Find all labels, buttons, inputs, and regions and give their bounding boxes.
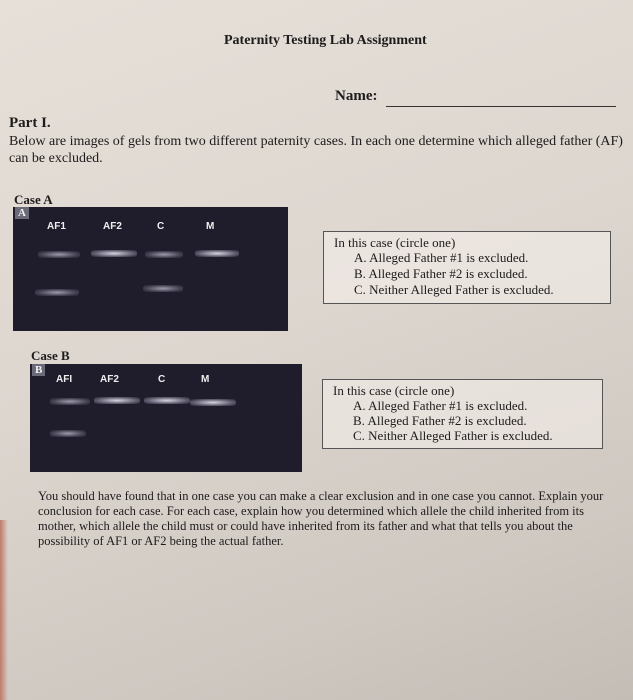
case-a-label: Case A [14, 192, 53, 207]
answer-prompt: In this case (circle one) [333, 383, 455, 398]
gel-band [91, 250, 137, 257]
gel-band [35, 289, 79, 296]
lane-label: M [201, 374, 210, 385]
gel-band [190, 399, 236, 406]
gel-band [50, 398, 90, 405]
answer-box-case-b [322, 379, 603, 449]
lane-label: AF1 [47, 221, 66, 232]
lane-label: M [206, 221, 215, 232]
option-a[interactable]: A. Alleged Father #1 is excluded. [354, 250, 529, 265]
lane-label: AFI [56, 374, 73, 385]
answer-box-case-a [323, 231, 611, 304]
gel-band [94, 397, 140, 404]
lane-label: C [158, 374, 166, 385]
gel-band [195, 250, 239, 257]
option-c[interactable]: C. Neither Alleged Father is excluded. [354, 282, 554, 297]
part-intro: Below are images of gels from two different paternity cases. In each one determine which alleged father (AF) can be excluded. [9, 134, 623, 166]
option-b[interactable]: B. Alleged Father #2 is excluded. [354, 266, 528, 281]
gel-band [38, 251, 80, 258]
name-underline [386, 106, 616, 107]
option-b[interactable]: B. Alleged Father #2 is excluded. [353, 413, 527, 428]
part-heading: Part I. [9, 115, 51, 131]
answer-prompt: In this case (circle one) [334, 235, 456, 250]
page-title: Paternity Testing Lab Assignment [224, 33, 427, 48]
option-a[interactable]: A. Alleged Father #1 is excluded. [353, 398, 528, 413]
page-edge-shadow [0, 520, 8, 700]
gel-band [144, 397, 190, 404]
gel-band [143, 285, 183, 292]
gel-image-case-b [30, 364, 302, 472]
option-c[interactable]: C. Neither Alleged Father is excluded. [353, 428, 553, 443]
gel-band [50, 430, 86, 437]
case-b-label: Case B [31, 348, 70, 363]
gel-image-case-a [13, 207, 288, 331]
gel-band [145, 251, 183, 258]
name-label: Name: [335, 88, 378, 104]
lane-label: AF2 [103, 221, 122, 232]
lane-label: AF2 [100, 374, 119, 385]
conclusion-instructions: You should have found that in one case you can make a clear exclusion and in one case you cannot. Explain your conclusion for each case. For each case, explain how you determined which allele the child inherited from its mother, which allele the child must or could have inherited from its father and what that tells you about the possibility of AF1 or AF2 being the actual father. [38, 489, 604, 548]
gel-letter: B [32, 364, 45, 376]
gel-letter: A [15, 207, 29, 219]
lane-label: C [157, 221, 165, 232]
